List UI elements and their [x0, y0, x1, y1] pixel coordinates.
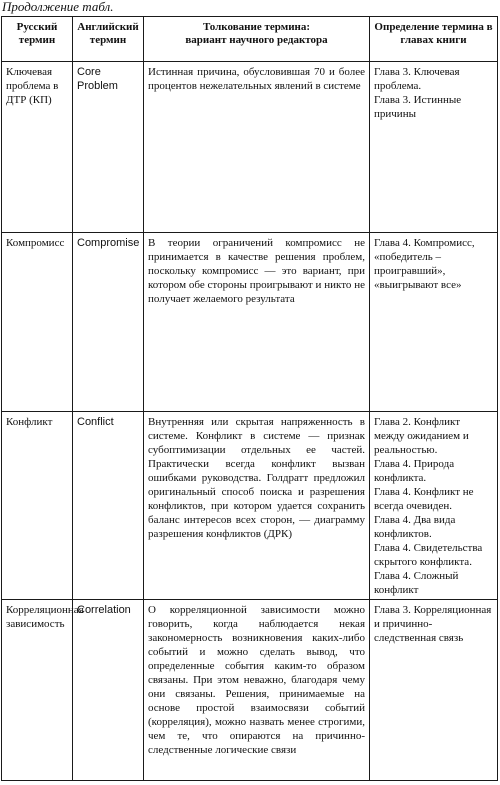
header-definition-line-1: Толкование термина:: [202, 21, 311, 33]
glossary-table: [1, 16, 498, 781]
chapter-reference: Глава 4. Конфликт не всегда очевиден.: [374, 486, 474, 512]
chapter-reference: Глава 4. Два вида конфликтов.: [374, 514, 456, 540]
table-row: [2, 412, 498, 600]
chapter-reference: Глава 2. Конфликт между ожиданием и реальностью.: [374, 416, 469, 456]
chapter-reference: Глава 3. Корреляционная и причинно-следственная связь: [374, 604, 492, 644]
table-header-row: [2, 17, 498, 62]
cell-english-term: Conflict: [73, 412, 144, 600]
chapter-reference: Глава 4. Природа конфликта.: [374, 458, 455, 484]
cell-definition: В теории ограничений компромисс не принимается в качестве решения проблем, поскольку компромисс — это вариант, при котором обе стороны проигрывают и никто не получает желаемого результата: [144, 233, 370, 412]
header-definition: [144, 17, 370, 62]
table-row: [2, 233, 498, 412]
table-row: [2, 600, 498, 781]
cell-definition: Внутренняя или скрытая напряженность в системе. Конфликт в системе — признак субоптимизации отдельных ее частей. Практически всегда конфликт вызван ошибками руководства. Голдратт предложил оригинальный способ поиска и разрешения конфликтов, при котором удается сохранить баланс интересов всех сторон, — диаграмму разрешения конфликтов (ДРК): [144, 412, 370, 600]
cell-russian-term: Ключевая проблема в ДТР (КП): [2, 62, 73, 233]
header-russian-term: Русский термин: [2, 17, 73, 62]
cell-english-term: Compromise: [73, 233, 144, 412]
table-caption: Продолжение табл.: [2, 0, 114, 14]
cell-chapters: [370, 600, 498, 781]
cell-russian-term: Компромисс: [2, 233, 73, 412]
cell-chapters: [370, 412, 498, 600]
table-row: [2, 62, 498, 233]
chapter-reference: Глава 4. Компромисс, «победитель – проигравший», «выигрывают все»: [374, 237, 475, 291]
cell-russian-term: Конфликт: [2, 412, 73, 600]
header-definition-line-2: вариант научного редактора: [185, 34, 328, 46]
cell-definition: Истинная причина, обусловившая 70 и более процентов нежелательных явлений в системе: [144, 62, 370, 233]
header-chapters: Определение термина в главах книги: [370, 17, 498, 62]
header-english-term: Английский термин: [73, 17, 144, 62]
chapter-reference: Глава 3. Ключевая проблема.: [374, 66, 460, 92]
cell-chapters: [370, 233, 498, 412]
cell-definition: О корреляционной зависимости можно говорить, когда наблюдается некая закономерность возникновения каких-либо событий и можно сделать вывод, что определенные события каким-то образом связаны. При этом неважно, благодаря чему они связаны. Решения, принимаемые на основе простой взаимосвязи событий (корреляция), можно назвать менее строгими, чем те, что опираются на причинно-следственные логические связи: [144, 600, 370, 781]
chapter-reference: Глава 4. Сложный конфликт: [374, 570, 459, 596]
cell-english-term: Correlation: [73, 600, 144, 781]
cell-english-term: Core Problem: [73, 62, 144, 233]
chapter-reference: Глава 3. Истинные причины: [374, 94, 462, 120]
chapter-reference: Глава 4. Свидетельства скрытого конфликта.: [374, 542, 483, 568]
cell-russian-term: Корреляционная зависимость: [2, 600, 73, 781]
cell-chapters: [370, 62, 498, 233]
